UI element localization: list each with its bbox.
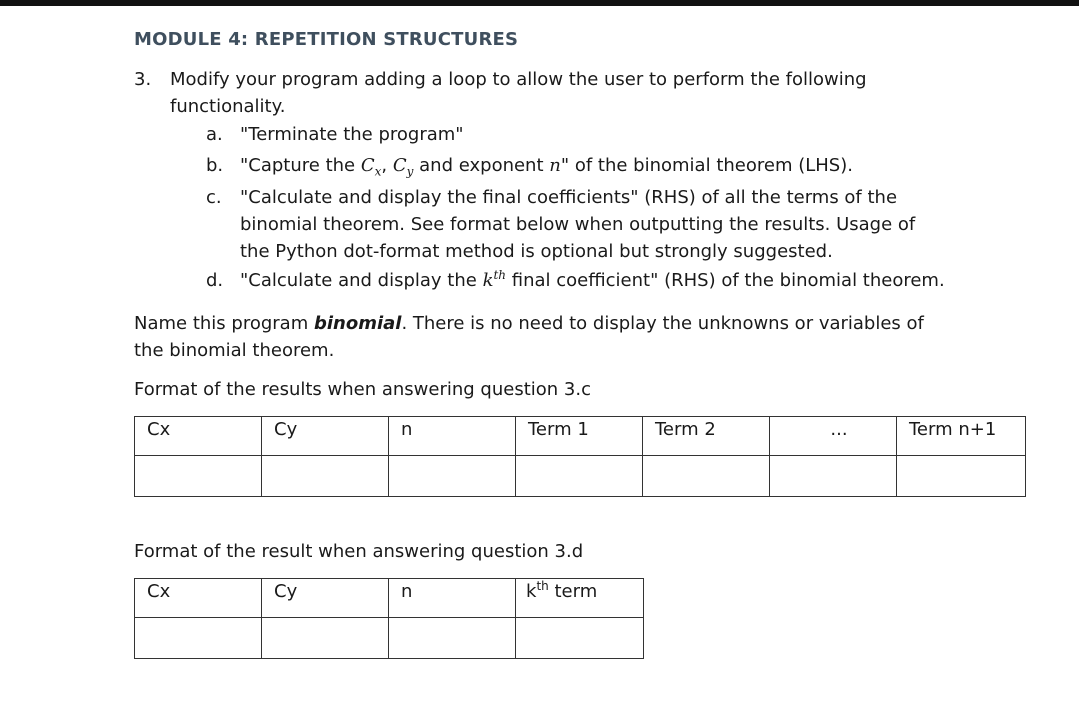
item-b-letter: b.	[206, 155, 224, 176]
header-cy: Cy	[262, 417, 389, 456]
question-line-1: Modify your program adding a loop to allow the user to perform the following	[170, 69, 867, 90]
header-term-n-plus-1: Term n+1	[897, 417, 1026, 456]
item-c-line-3: the Python dot-format method is optional but strongly suggested.	[240, 241, 833, 262]
top-border-bar	[0, 0, 1079, 6]
header-term-2: Term 2	[643, 417, 770, 456]
empty-cell	[897, 456, 1026, 497]
item-a-letter: a.	[206, 124, 223, 145]
k-symbol: k	[482, 270, 494, 291]
empty-cell	[516, 456, 643, 497]
table-row	[135, 618, 644, 659]
table2-caption: Format of the result when answering question 3.d	[134, 541, 584, 562]
item-a-text: "Terminate the program"	[240, 124, 464, 145]
item-d-text: "Calculate and display the $k^{th}$ final coefficient" (RHS) of the binomial theorem.	[240, 268, 945, 291]
empty-cell	[643, 456, 770, 497]
item-c-letter: c.	[206, 187, 222, 208]
header-n: n	[389, 579, 516, 618]
item-c-line-2: binomial theorem. See format below when outputting the results. Usage of	[240, 214, 916, 235]
results-format-table	[134, 416, 1026, 497]
item-b-text: "Capture the $C_x$, $C_y$ and exponent n" of the binomial theorem (LHS).	[240, 155, 853, 179]
header-cy: Cy	[262, 579, 389, 618]
empty-cell	[389, 456, 516, 497]
cy-symbol: $C_y$	[392, 155, 414, 179]
kth-term-format-table	[134, 578, 644, 659]
table-row	[135, 579, 644, 618]
item-d-letter: d.	[206, 270, 224, 291]
cx-symbol: $C_x$	[360, 155, 382, 179]
header-cx: Cx	[135, 417, 262, 456]
empty-cell	[262, 618, 389, 659]
name-paragraph-line-1: Name this program binomial. There is no need to display the unknowns or variables of	[134, 313, 924, 334]
table1-caption: Format of the results when answering question 3.c	[134, 379, 591, 400]
program-name: binomial	[313, 313, 402, 334]
header-cx: Cx	[135, 579, 262, 618]
name-paragraph-line-2: the binomial theorem.	[134, 340, 335, 361]
header-term-1: Term 1	[516, 417, 643, 456]
header-n: n	[389, 417, 516, 456]
header-ellipsis: ...	[770, 417, 897, 456]
table-row	[135, 417, 1026, 456]
empty-cell	[516, 618, 644, 659]
module-title: MODULE 4: REPETITION STRUCTURES	[134, 29, 519, 50]
empty-cell	[262, 456, 389, 497]
empty-cell	[135, 456, 262, 497]
header-kth-term: $k^{th}$ term	[516, 579, 644, 618]
item-c-line-1: "Calculate and display the final coefficients" (RHS) of all the terms of the	[240, 187, 898, 208]
n-symbol: n	[549, 155, 561, 176]
question-line-2: functionality.	[170, 96, 286, 117]
empty-cell	[770, 456, 897, 497]
empty-cell	[135, 618, 262, 659]
table-row	[135, 456, 1026, 497]
empty-cell	[389, 618, 516, 659]
question-number: 3.	[134, 69, 152, 90]
